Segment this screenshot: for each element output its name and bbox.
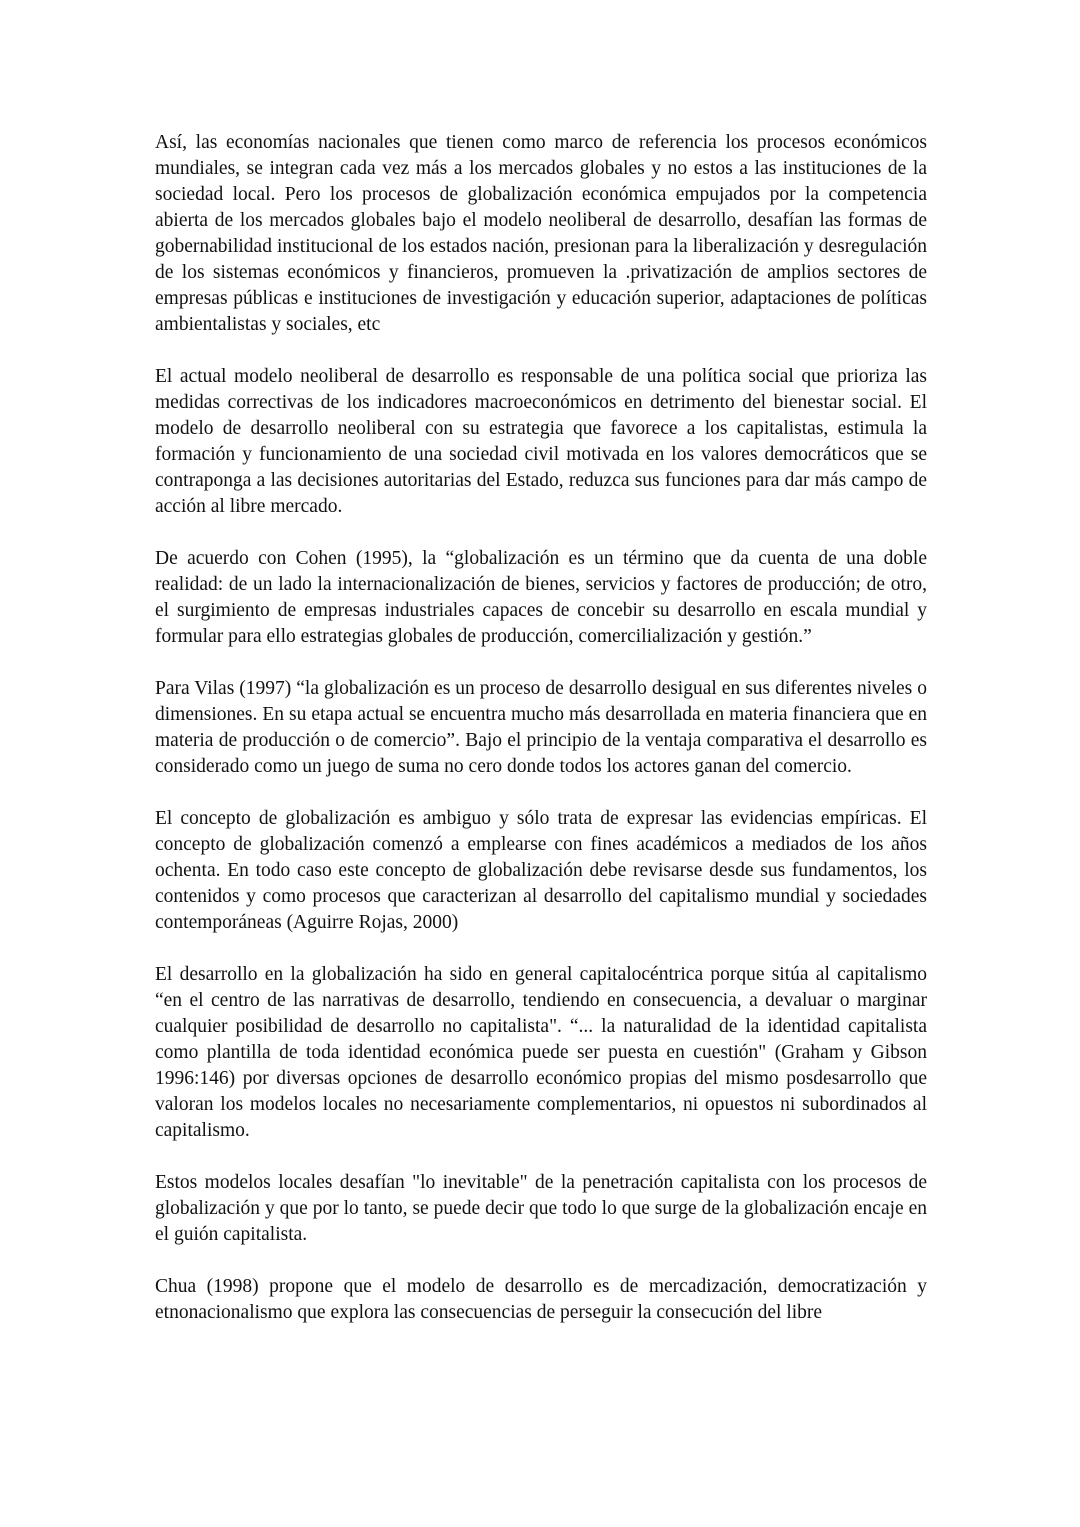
document-page [155, 130, 927, 1326]
paragraph-2: El actual modelo neoliberal de desarrollo es responsable de una política social que prioriza las medidas correctivas de los indicadores macroeconómicos en detrimento del bienestar social. El modelo de desarrollo neoliberal con su estrategia que favorece a los capitalistas, estimula la formación y funcionamiento de una sociedad civil motivada en los valores democráticos que se contraponga a las decisiones autoritarias del Estado, reduzca sus funciones para dar más campo de acción al libre mercado. [155, 366, 927, 517]
paragraph-8: Chua (1998) propone que el modelo de desarrollo es de mercadización, democratización y etnonacionalismo que explora las consecuencias de perseguir la consecución del libre [155, 1276, 927, 1323]
paragraph-6: El desarrollo en la globalización ha sido en general capitalocéntrica porque sitúa al capitalismo “en el centro de las narrativas de desarrollo, tendiendo en consecuencia, a devaluar o marginar cualquier posibilidad de desarrollo no capitalista". “... la naturalidad de la identidad capitalista como plantilla de toda identidad económica puede ser puesta en cuestión" (Graham y Gibson 1996:146) por diversas opciones de desarrollo económico propias del mismo posdesarrollo que valoran los modelos locales no necesariamente complementarios, ni opuestos ni subordinados al capitalismo. [155, 964, 927, 1141]
paragraph-7: Estos modelos locales desafían "lo inevitable" de la penetración capitalista con los procesos de globalización y que por lo tanto, se puede decir que todo lo que surge de la globalización encaje en el guión capitalista. [155, 1172, 927, 1245]
paragraph-4: Para Vilas (1997) “la globalización es un proceso de desarrollo desigual en sus diferentes niveles o dimensiones. En su etapa actual se encuentra mucho más desarrollada en materia financiera que en materia de producción o de comercio”. Bajo el principio de la ventaja comparativa el desarrollo es considerado como un juego de suma no cero donde todos los actores ganan del comercio. [155, 678, 927, 777]
paragraph-3: De acuerdo con Cohen (1995), la “globalización es un término que da cuenta de una doble realidad: de un lado la internacionalización de bienes, servicios y factores de producción; de otro, el surgimiento de empresas industriales capaces de concebir su desarrollo en escala mundial y formular para ello estrategias globales de producción, comercilialización y gestión.” [155, 548, 927, 647]
paragraph-1: Así, las economías nacionales que tienen como marco de referencia los procesos económicos mundiales, se integran cada vez más a los mercados globales y no estos a las instituciones de la sociedad local. Pero los procesos de globalización económica empujados por la competencia abierta de los mercados globales bajo el modelo neoliberal de desarrollo, desafían las formas de gobernabilidad institucional de los estados nación, presionan para la liberalización y desregulación de los sistemas económicos y financieros, promueven la .privatización de amplios sectores de empresas públicas e instituciones de investigación y educación superior, adaptaciones de políticas ambientalistas y sociales, etc [155, 132, 927, 335]
paragraph-5: El concepto de globalización es ambiguo y sólo trata de expresar las evidencias empíricas. El concepto de globalización comenzó a emplearse con fines académicos a mediados de los años ochenta. En todo caso este concepto de globalización debe revisarse desde sus fundamentos, los contenidos y como procesos que caracterizan al desarrollo del capitalismo mundial y sociedades contemporáneas (Aguirre Rojas, 2000) [155, 808, 927, 933]
